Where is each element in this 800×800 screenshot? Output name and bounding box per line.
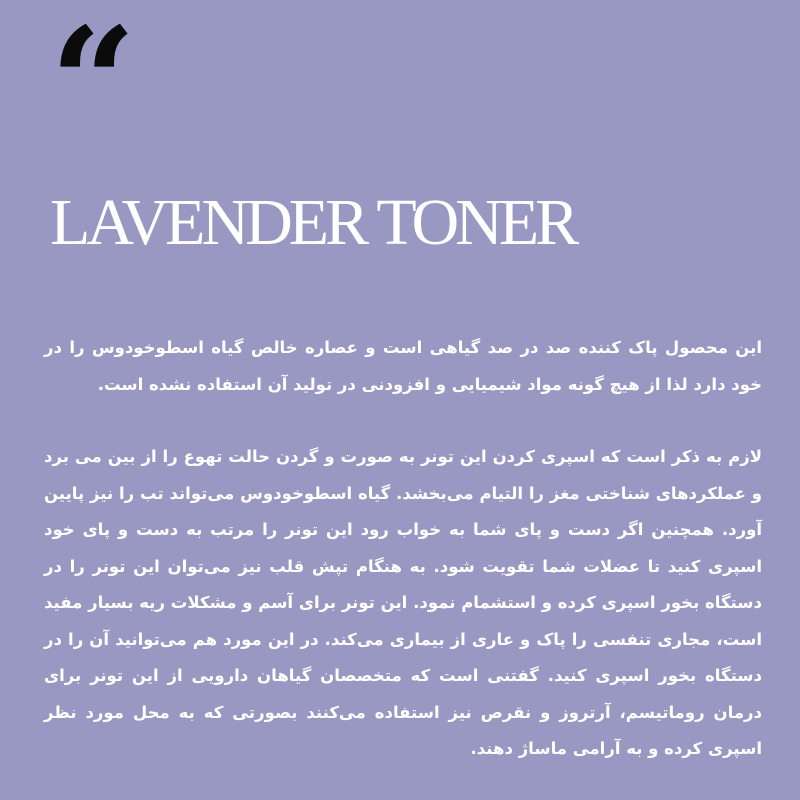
description-text bbox=[44, 330, 762, 768]
paragraph-benefits: لازم به ذکر است که اسپری کردن این تونر به صورت و گردن حالت تهوع را از بین می برد و عملکردهای شناختی مغز را التیام می‌بخشد. گیاه اسطوخودوس می‌تواند تب را نیز پایین آورد. همچنین اگر دست و پای شما به خواب رود این تونر را مرتب به دست و پای خود اسپری کنید تا عضلات شما تقویت شود. به هنگام تپش قلب نیز می‌توان این تونر را در دستگاه بخور اسپری کرده و استشمام نمود. این تونر برای آسم و مشکلات ریه بسیار مفید است، مجاری تنفسی را پاک و عاری از بیماری می‌کند. در این مورد هم می‌توانید آن را در دستگاه بخور اسپری کنید. گفتنی است که متخصصان گیاهان دارویی از این تونر برای درمان روماتیسم، آرتروز و نقرص نیز استفاده می‌کنند بصورتی که به محل مورد نظر اسپری کرده و به آرامی ماساژ دهند. bbox=[44, 447, 762, 758]
open-quote-icon: “ bbox=[50, 0, 131, 171]
paragraph-intro: این محصول پاک کننده صد در صد گیاهی است و عصاره خالص گیاه اسطوخودوس را در خود دارد لذا از هیچ گونه مواد شیمیایی و افزودنی در تولید آن استفاده نشده است. bbox=[44, 338, 762, 394]
page-title: LAVENDER TONER bbox=[50, 186, 576, 259]
